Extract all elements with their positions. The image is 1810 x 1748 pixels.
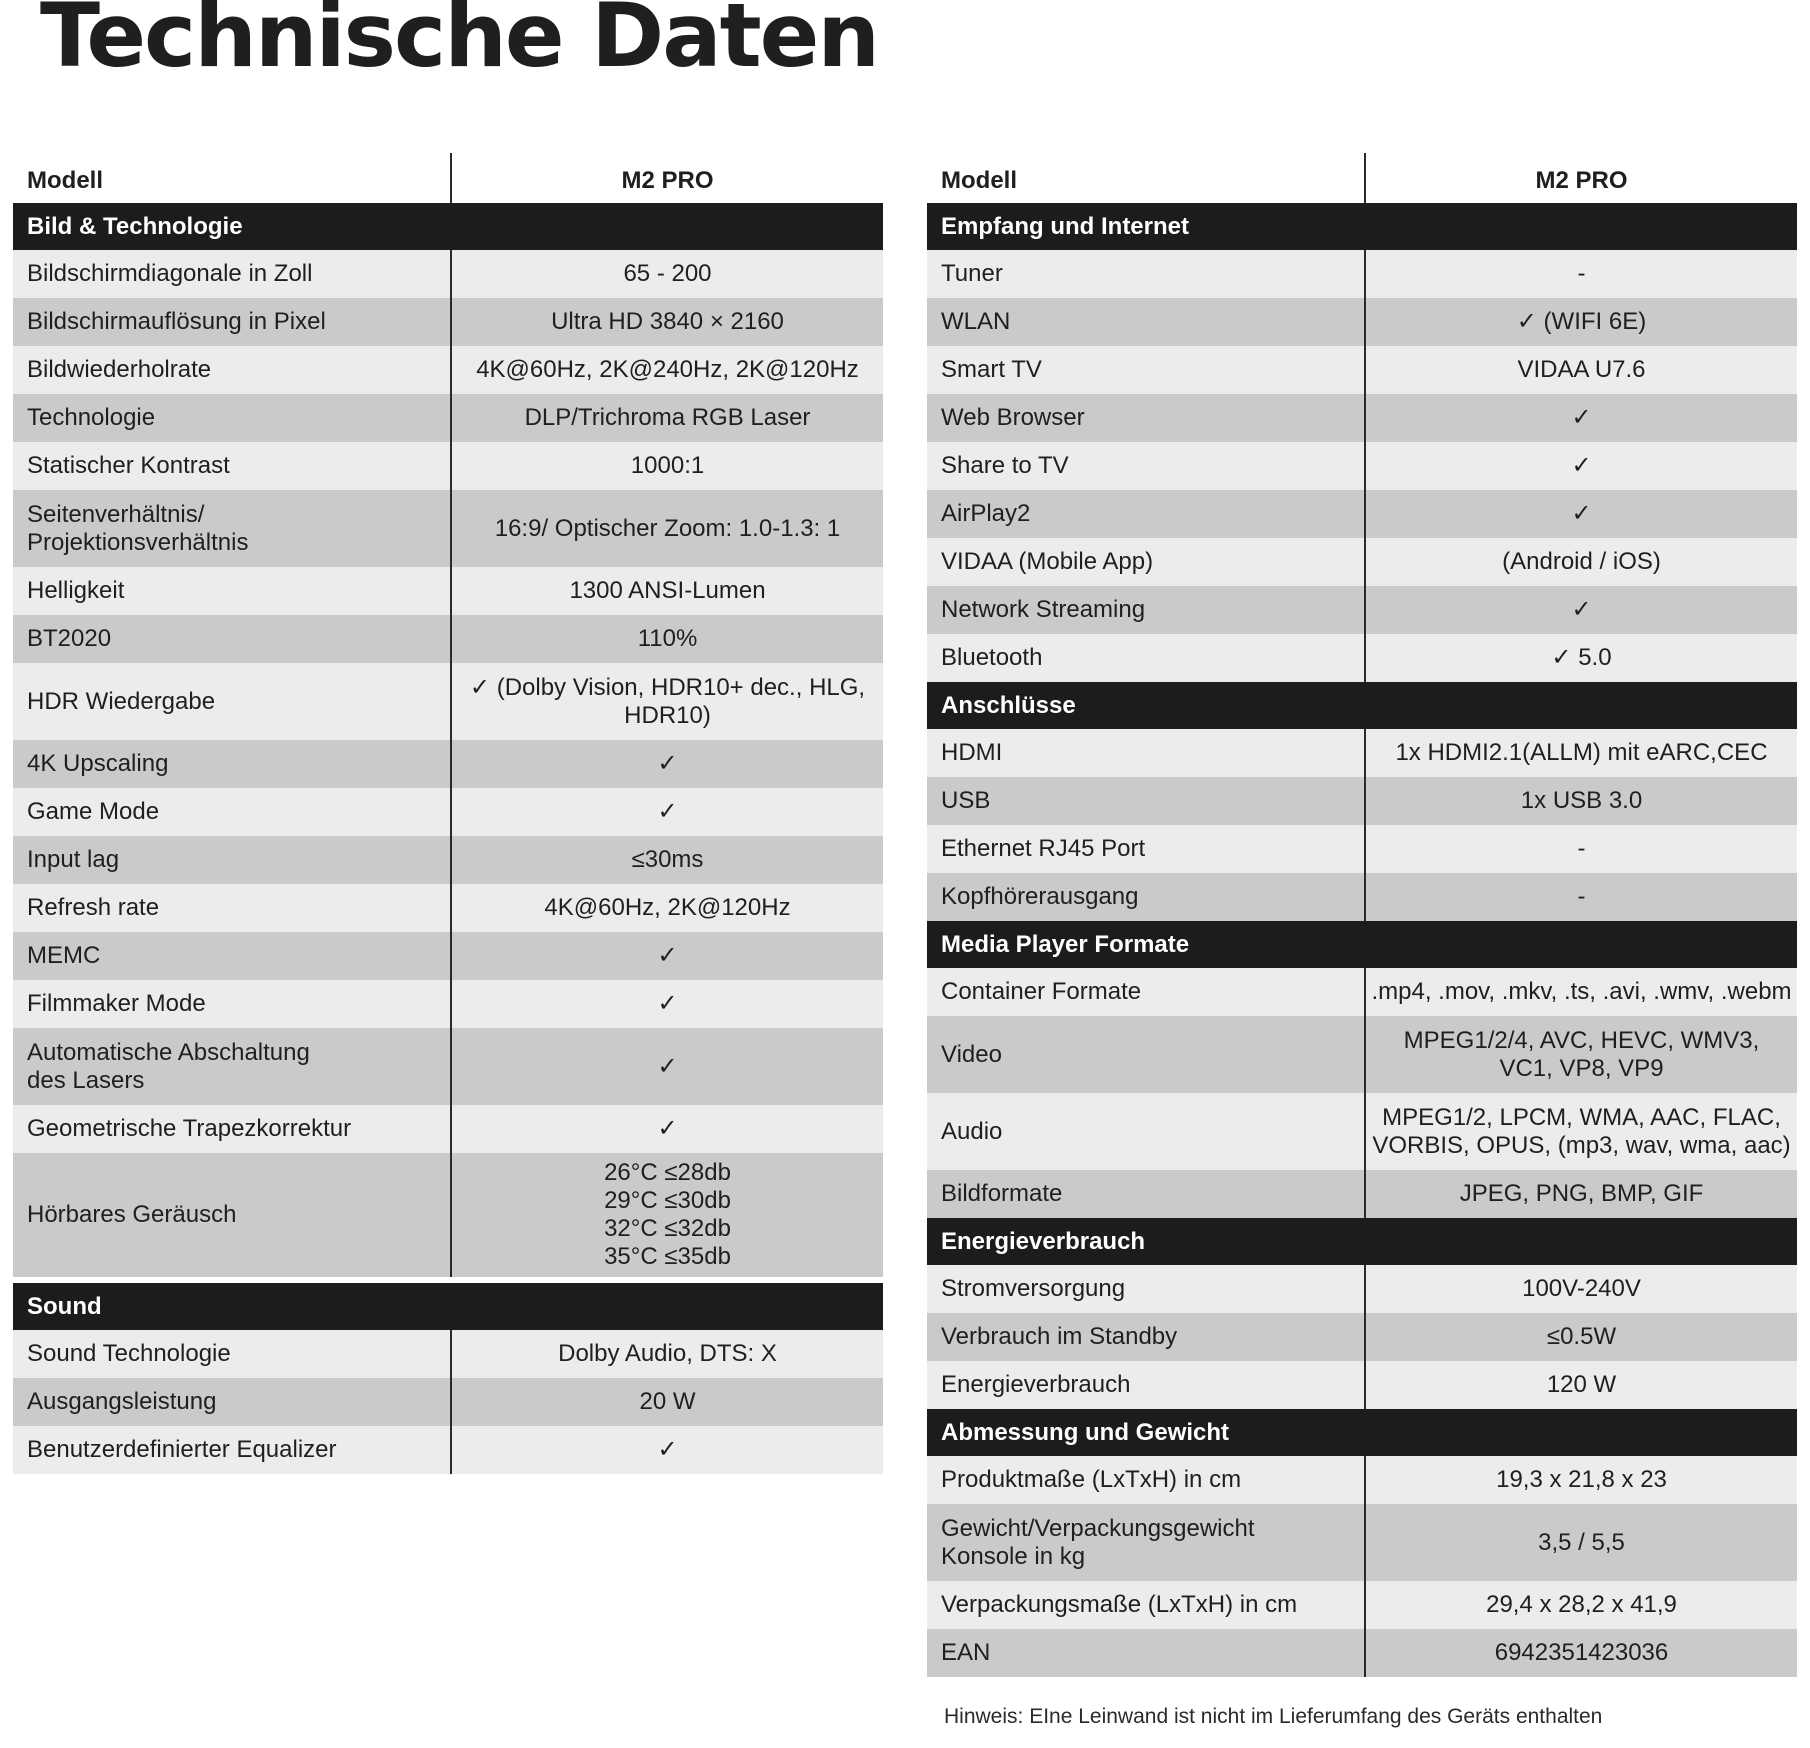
section-title-filler — [1365, 1409, 1797, 1456]
section-header-empfang-und-internet — [927, 203, 1797, 250]
section-title-filler — [1365, 921, 1797, 968]
spec-label: Bluetooth — [927, 634, 1365, 682]
spec-row-refresh-rate — [13, 884, 883, 932]
spec-row-hdr-wiedergabe — [13, 663, 883, 740]
spec-label: Video — [927, 1016, 1365, 1093]
section-title: Energieverbrauch — [927, 1218, 1365, 1265]
spec-row-ausgangsleistung — [13, 1378, 883, 1426]
spec-label: Energieverbrauch — [927, 1361, 1365, 1409]
spec-row-ean — [927, 1629, 1797, 1677]
spec-value: ✓ — [451, 1426, 883, 1474]
spec-value: ✓ — [1365, 394, 1797, 442]
spec-label: Bildformate — [927, 1170, 1365, 1218]
spec-label: Game Mode — [13, 788, 451, 836]
section-header-media-player-formate — [927, 921, 1797, 968]
spec-value: 4K@60Hz, 2K@240Hz, 2K@120Hz — [451, 346, 883, 394]
section-header-sound — [13, 1283, 883, 1330]
spec-row-airplay2 — [927, 490, 1797, 538]
spec-row-input-lag — [13, 836, 883, 884]
spec-value: ✓ — [451, 1028, 883, 1105]
spec-row-benutzerdefinierter-equalizer — [13, 1426, 883, 1474]
spec-label: Verbrauch im Standby — [927, 1313, 1365, 1361]
spec-label: USB — [927, 777, 1365, 825]
spec-value: ✓ (WIFI 6E) — [1365, 298, 1797, 346]
spec-value: ≤0.5W — [1365, 1313, 1797, 1361]
section-title-filler — [451, 1283, 883, 1330]
spec-row-bildschirmdiagonale-in-zoll — [13, 250, 883, 298]
spec-row-filmmaker-mode — [13, 980, 883, 1028]
spec-row-4k-upscaling — [13, 740, 883, 788]
spec-value: 1300 ANSI-Lumen — [451, 567, 883, 615]
spec-row-bildformate — [927, 1170, 1797, 1218]
spec-row-web-browser — [927, 394, 1797, 442]
spec-label: Geometrische Trapezkorrektur — [13, 1105, 451, 1153]
spec-value: (Android / iOS) — [1365, 538, 1797, 586]
spec-label: Gewicht/Verpackungsgewicht Konsole in kg — [927, 1504, 1365, 1581]
spec-row-usb — [927, 777, 1797, 825]
header-model-value: M2 PRO — [451, 153, 883, 203]
spec-label: HDR Wiedergabe — [13, 663, 451, 740]
spec-label: Bildwiederholrate — [13, 346, 451, 394]
spec-label: AirPlay2 — [927, 490, 1365, 538]
spec-row-share-to-tv — [927, 442, 1797, 490]
spec-value: - — [1365, 825, 1797, 873]
section-title: Sound — [13, 1283, 451, 1330]
spec-label: HDMI — [927, 729, 1365, 777]
section-title: Anschlüsse — [927, 682, 1365, 729]
spec-label: Ausgangsleistung — [13, 1378, 451, 1426]
footnote: Hinweis: EIne Leinwand ist nicht im Lieferumfang des Geräts enthalten — [944, 1705, 1603, 1728]
left-spec-table — [13, 153, 883, 1474]
spec-row-sound-technologie — [13, 1330, 883, 1378]
spec-row-hdmi — [927, 729, 1797, 777]
header-model-label: Modell — [927, 153, 1365, 203]
section-header-abmessung-und-gewicht — [927, 1409, 1797, 1456]
spec-value: Ultra HD 3840 × 2160 — [451, 298, 883, 346]
spec-label: Verpackungsmaße (LxTxH) in cm — [927, 1581, 1365, 1629]
spec-row-technologie — [13, 394, 883, 442]
spec-row-container-formate — [927, 968, 1797, 1016]
right-spec-table — [927, 153, 1797, 1677]
spec-value: 1x HDMI2.1(ALLM) mit eARC,CEC — [1365, 729, 1797, 777]
spec-label: Automatische Abschaltung des Lasers — [13, 1028, 451, 1105]
spec-value: - — [1365, 873, 1797, 921]
spec-row-helligkeit — [13, 567, 883, 615]
spec-value: - — [1365, 250, 1797, 298]
spec-row-video — [927, 1016, 1797, 1093]
spec-row-gewicht-verpackungsgewicht-konsole-in-kg — [927, 1504, 1797, 1581]
page-title: Technische Daten — [40, 0, 878, 87]
spec-value: 20 W — [451, 1378, 883, 1426]
table-header-row — [13, 153, 883, 203]
spec-row-tuner — [927, 250, 1797, 298]
spec-value: 100V-240V — [1365, 1265, 1797, 1313]
spec-label: Kopfhörerausgang — [927, 873, 1365, 921]
section-title-filler — [451, 203, 883, 250]
spec-label: Smart TV — [927, 346, 1365, 394]
spec-value: 26°C ≤28db 29°C ≤30db 32°C ≤32db 35°C ≤35db — [451, 1153, 883, 1277]
spec-value: MPEG1/2, LPCM, WMA, AAC, FLAC, VORBIS, OPUS, (mp3, wav, wma, aac) — [1365, 1093, 1797, 1170]
section-header-bild-technologie — [13, 203, 883, 250]
spec-label: Benutzerdefinierter Equalizer — [13, 1426, 451, 1474]
spec-label: BT2020 — [13, 615, 451, 663]
spec-row-verpackungsmasse-lxtxh-in-cm — [927, 1581, 1797, 1629]
section-title-filler — [1365, 1218, 1797, 1265]
spec-label: VIDAA (Mobile App) — [927, 538, 1365, 586]
spec-value: 19,3 x 21,8 x 23 — [1365, 1456, 1797, 1504]
spec-row-automatische-abschaltung-des-lasers — [13, 1028, 883, 1105]
spec-row-vidaa-mobile-app — [927, 538, 1797, 586]
spec-row-bildschirmauflosung-in-pixel — [13, 298, 883, 346]
spec-label: WLAN — [927, 298, 1365, 346]
spec-label: Tuner — [927, 250, 1365, 298]
spec-label: Audio — [927, 1093, 1365, 1170]
spec-value: ✓ — [1365, 586, 1797, 634]
spec-label: Bildschirmdiagonale in Zoll — [13, 250, 451, 298]
spec-label: Sound Technologie — [13, 1330, 451, 1378]
spec-label: Filmmaker Mode — [13, 980, 451, 1028]
spec-row-bildwiederholrate — [13, 346, 883, 394]
spec-value: ✓ (Dolby Vision, HDR10+ dec., HLG, HDR10) — [451, 663, 883, 740]
spec-label: Helligkeit — [13, 567, 451, 615]
spec-row-bluetooth — [927, 634, 1797, 682]
spec-label: Stromversorgung — [927, 1265, 1365, 1313]
spec-label: Produktmaße (LxTxH) in cm — [927, 1456, 1365, 1504]
section-header-energieverbrauch — [927, 1218, 1797, 1265]
section-header-anschlusse — [927, 682, 1797, 729]
section-title: Media Player Formate — [927, 921, 1365, 968]
spec-value: DLP/Trichroma RGB Laser — [451, 394, 883, 442]
spec-label: Container Formate — [927, 968, 1365, 1016]
spec-value: 1000:1 — [451, 442, 883, 490]
spec-row-game-mode — [13, 788, 883, 836]
header-model-value: M2 PRO — [1365, 153, 1797, 203]
section-title: Abmessung und Gewicht — [927, 1409, 1365, 1456]
table-header-row — [927, 153, 1797, 203]
spec-value: 16:9/ Optischer Zoom: 1.0-1.3: 1 — [451, 490, 883, 567]
spec-row-seitenverhaltnis-projektionsverhaltnis — [13, 490, 883, 567]
spec-label: Web Browser — [927, 394, 1365, 442]
spec-value: ✓ — [451, 788, 883, 836]
spec-row-produktmasse-lxtxh-in-cm — [927, 1456, 1797, 1504]
spec-row-ethernet-rj45-port — [927, 825, 1797, 873]
spec-row-kopfhorerausgang — [927, 873, 1797, 921]
spec-label: Network Streaming — [927, 586, 1365, 634]
spec-label: Hörbares Geräusch — [13, 1153, 451, 1277]
spec-value: ✓ — [451, 980, 883, 1028]
spec-label: Seitenverhältnis/ Projektionsverhältnis — [13, 490, 451, 567]
spec-label: Bildschirmauflösung in Pixel — [13, 298, 451, 346]
spec-label: Ethernet RJ45 Port — [927, 825, 1365, 873]
spec-value: VIDAA U7.6 — [1365, 346, 1797, 394]
spec-value: ✓ 5.0 — [1365, 634, 1797, 682]
spec-value: ✓ — [451, 932, 883, 980]
spec-value: 110% — [451, 615, 883, 663]
spec-value: 120 W — [1365, 1361, 1797, 1409]
spec-label: Statischer Kontrast — [13, 442, 451, 490]
section-title-filler — [1365, 203, 1797, 250]
spec-row-energieverbrauch — [927, 1361, 1797, 1409]
spec-value: .mp4, .mov, .mkv, .ts, .avi, .wmv, .webm — [1365, 968, 1797, 1016]
spec-row-wlan — [927, 298, 1797, 346]
section-title: Empfang und Internet — [927, 203, 1365, 250]
spec-row-memc — [13, 932, 883, 980]
spec-label: Refresh rate — [13, 884, 451, 932]
spec-row-stromversorgung — [927, 1265, 1797, 1313]
spec-label: EAN — [927, 1629, 1365, 1677]
spec-label: 4K Upscaling — [13, 740, 451, 788]
spec-value: 65 - 200 — [451, 250, 883, 298]
spec-value: 1x USB 3.0 — [1365, 777, 1797, 825]
spec-value: 29,4 x 28,2 x 41,9 — [1365, 1581, 1797, 1629]
spec-row-smart-tv — [927, 346, 1797, 394]
spec-label: Input lag — [13, 836, 451, 884]
spec-row-audio — [927, 1093, 1797, 1170]
spec-value: JPEG, PNG, BMP, GIF — [1365, 1170, 1797, 1218]
spec-value: Dolby Audio, DTS: X — [451, 1330, 883, 1378]
spec-row-geometrische-trapezkorrektur — [13, 1105, 883, 1153]
section-title: Bild & Technologie — [13, 203, 451, 250]
spec-label: MEMC — [13, 932, 451, 980]
spec-value: 3,5 / 5,5 — [1365, 1504, 1797, 1581]
spec-label: Technologie — [13, 394, 451, 442]
section-title-filler — [1365, 682, 1797, 729]
spec-value: ✓ — [451, 740, 883, 788]
spec-row-verbrauch-im-standby — [927, 1313, 1797, 1361]
spec-value: ✓ — [451, 1105, 883, 1153]
spec-row-horbares-gerausch — [13, 1153, 883, 1277]
spec-value: MPEG1/2/4, AVC, HEVC, WMV3, VC1, VP8, VP9 — [1365, 1016, 1797, 1093]
spec-row-statischer-kontrast — [13, 442, 883, 490]
spec-value: 6942351423036 — [1365, 1629, 1797, 1677]
spec-label: Share to TV — [927, 442, 1365, 490]
header-model-label: Modell — [13, 153, 451, 203]
spec-value: ≤30ms — [451, 836, 883, 884]
spec-value: ✓ — [1365, 442, 1797, 490]
spec-row-bt2020 — [13, 615, 883, 663]
spec-value: ✓ — [1365, 490, 1797, 538]
spec-value: 4K@60Hz, 2K@120Hz — [451, 884, 883, 932]
spec-row-network-streaming — [927, 586, 1797, 634]
